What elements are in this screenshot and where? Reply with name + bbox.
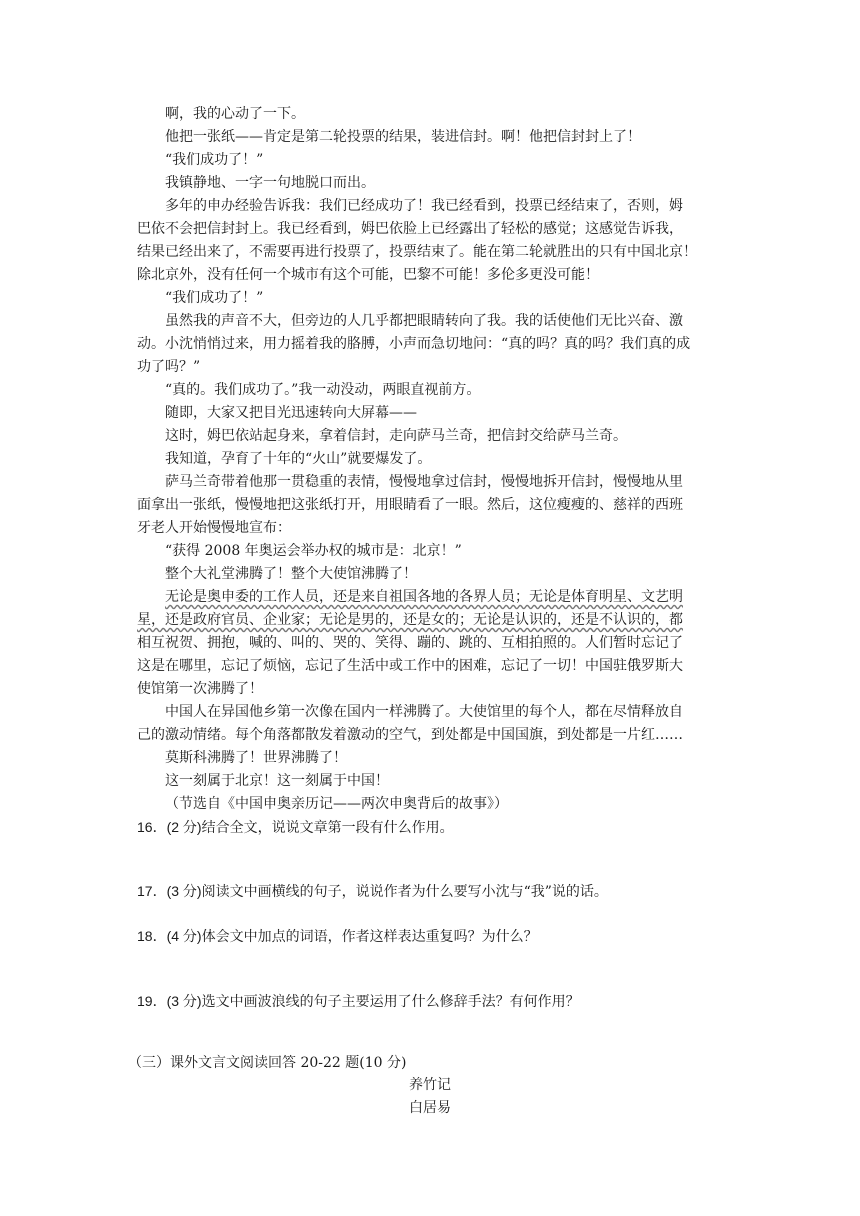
paragraph-6: “我们成功了！” (165, 290, 264, 306)
classical-author: 白居易 (409, 1100, 451, 1116)
paragraph-12-line-2: 面拿出一张纸，慢慢地把这张纸打开，用眼睛看了一眼。然后，这位瘦瘦的、慈祥的西班 (137, 497, 683, 513)
paragraph-5-line-3: 结果已经出来了，不需要再进行投票了，投票结束了。能在第二轮就胜出的只有中国北京！ (137, 244, 697, 260)
paragraph-12-line-1: 萨马兰奇带着他那一贯稳重的表情，慢慢地拿过信封，慢慢地拆开信封，慢慢地从里 (165, 474, 683, 490)
paragraph-5 (137, 195, 737, 287)
question-16-text: 结合全文，说说文章第一段有什么作用。 (201, 820, 454, 836)
question-19-text: 选文中画波浪线的句子主要运用了什么修辞手法？有何作用？ (201, 994, 580, 1010)
paragraph-15-line-4: 这是在哪里，忘记了烦恼，忘记了生活中或工作中的困难，忘记了一切！中国驻俄罗斯大 (137, 658, 683, 674)
paragraph-10: 这时，姆巴依站起身来，拿着信封，走向萨马兰奇，把信封交给萨马兰奇。 (165, 428, 627, 444)
paragraph-12-line-3: 牙老人开始慢慢地宣布： (137, 520, 291, 536)
question-18 (137, 925, 737, 949)
paragraph-17: 莫斯科沸腾了！世界沸腾了！ (165, 750, 347, 766)
paragraph-8: “真的。我们成功了。”我一动没动，两眼直视前方。 (165, 382, 481, 398)
paragraph-9: 随即，大家又把目光迅速转向大屏幕—— (165, 405, 417, 421)
paragraph-14: 整个大礼堂沸腾了！整个大使馆沸腾了！ (165, 566, 417, 582)
section-heading: （三）课外文言文阅读回答 20-22 题(10 分) (128, 1055, 407, 1071)
paragraph-11: 我知道，孕育了十年的“火山”就要爆发了。 (165, 451, 432, 467)
paragraph-7-line-2: 动。小沈悄悄过来，用力摇着我的胳膊，小声而急切地问：“真的吗？真的吗？我们真的成 (137, 336, 691, 352)
paragraph-15-line-5: 使馆第一次沸腾了！ (137, 681, 263, 697)
paragraph-13: “获得 2008 年奥运会举办权的城市是：北京！” (165, 543, 462, 559)
paragraph-2: 他把一张纸——肯定是第二轮投票的结果，装进信封。啊！他把信封封上了！ (165, 129, 641, 145)
source-note: （节选自《中国申奥亲历记——两次申奥背后的故事》） (165, 796, 508, 812)
paragraph-15-line-1: 无论是奥申委的工作人员，还是来自祖国各地的各界人员；无论是体育明星、文艺明 (165, 589, 683, 605)
paragraph-16-line-2: 己的激动情绪。每个角落都散发着激动的空气，到处都是中国国旗，到处都是一片红…… (137, 727, 683, 743)
paragraph-5-line-4: 除北京外，没有任何一个城市有这个可能，巴黎不可能！多伦多更没可能！ (137, 267, 599, 283)
question-17 (137, 880, 737, 904)
question-19 (137, 990, 737, 1014)
question-17-text: 阅读文中画横线的句子，说说作者为什么要写小沈与“我”说的话。 (201, 884, 608, 900)
paragraph-7-line-1: 虽然我的声音不大，但旁边的人几乎都把眼睛转向了我。我的话使他们无比兴奋、激 (165, 313, 683, 329)
paragraph-15 (137, 586, 737, 701)
question-18-text: 体会文中加点的词语，作者这样表达重复吗？为什么？ (201, 929, 538, 945)
question-16 (137, 816, 737, 840)
question-16-number: 16．(2 分) (137, 819, 202, 835)
paragraph-1: 啊，我的心动了一下。 (165, 106, 305, 122)
paragraph-16-line-1: 中国人在异国他乡第一次像在国内一样沸腾了。大使馆里的每个人，都在尽情释放自 (165, 704, 683, 720)
paragraph-15-line-2: 星，还是政府官员、企业家；无论是男的，还是女的；无论是认识的，还是不认识的，都 (137, 612, 683, 628)
paragraph-15-line-3: 相互祝贺、拥抱，喊的、叫的、哭的、笑得、蹦的、跳的、互相拍照的。人们暂时忘记了 (137, 635, 683, 651)
paragraph-5-line-1: 多年的申办经验告诉我：我们已经成功了！我已经看到，投票已经结束了，否则，姆 (165, 198, 683, 214)
question-18-number: 18．(4 分) (137, 928, 202, 944)
question-19-number: 19．(3 分) (137, 993, 202, 1009)
question-17-number: 17．(3 分) (137, 883, 202, 899)
paragraph-4: 我镇静地、一字一句地脱口而出。 (165, 175, 375, 191)
paragraph-7 (137, 310, 737, 379)
paragraph-18: 这一刻属于北京！这一刻属于中国！ (165, 773, 389, 789)
paragraph-3: “我们成功了！” (165, 152, 264, 168)
paragraph-16 (137, 701, 737, 747)
classical-title: 养竹记 (409, 1077, 451, 1093)
paragraph-5-line-2: 巴依不会把信封封上。我已经看到，姆巴依脸上已经露出了轻松的感觉；这感觉告诉我， (137, 221, 683, 237)
paragraph-12 (137, 471, 737, 540)
paragraph-7-line-3: 功了吗？” (137, 359, 201, 375)
